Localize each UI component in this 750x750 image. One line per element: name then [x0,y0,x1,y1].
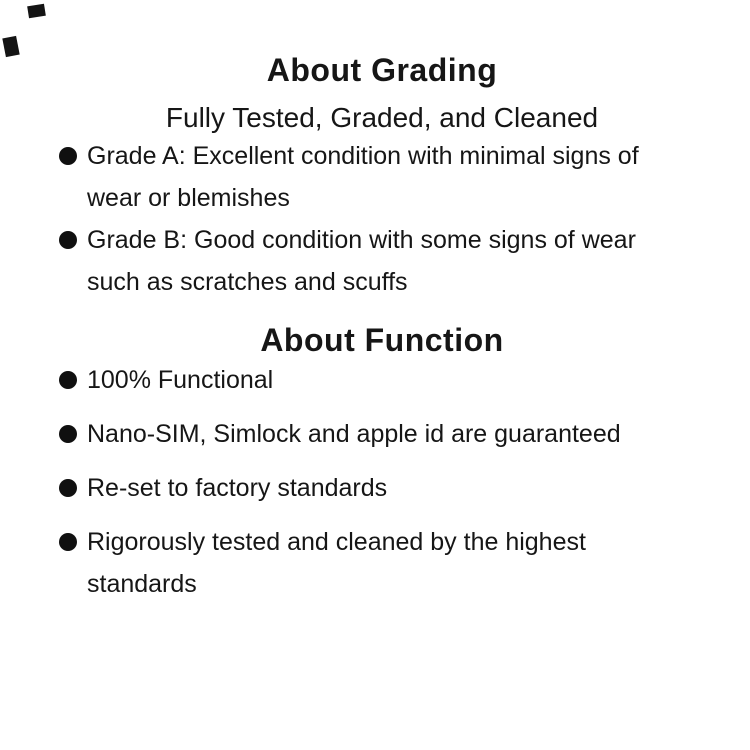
bullet-icon [59,479,77,497]
grading-subheading: Fully Tested, Graded, and Cleaned [165,102,599,133]
list-item-text: Nano-SIM, Simlock and apple id are guaranteed [87,420,621,448]
function-list [14,359,750,605]
grading-list [14,135,750,303]
list-item-text: 100% Functional [87,366,274,394]
list-item-text: Rigorously tested and cleaned by the highest standards [87,528,586,598]
bullet-icon [59,371,77,389]
bullet-icon [59,231,77,249]
list-item [59,219,750,303]
list-item-text: Grade B: Good condition with some signs of wear such as scratches and scuffs [87,226,636,296]
list-item [59,413,750,455]
list-item [59,359,750,401]
list-item-text: Grade A: Excellent condition with minimal signs of wear or blemishes [87,142,639,212]
about-function-heading: About Function [260,322,504,358]
bullet-icon [59,425,77,443]
list-item-text: Re-set to factory standards [87,474,388,502]
about-grading-heading: About Grading [266,52,498,88]
list-item [59,467,750,509]
bullet-icon [59,533,77,551]
list-item [59,521,750,605]
bullet-icon [59,147,77,165]
list-item [59,135,750,219]
